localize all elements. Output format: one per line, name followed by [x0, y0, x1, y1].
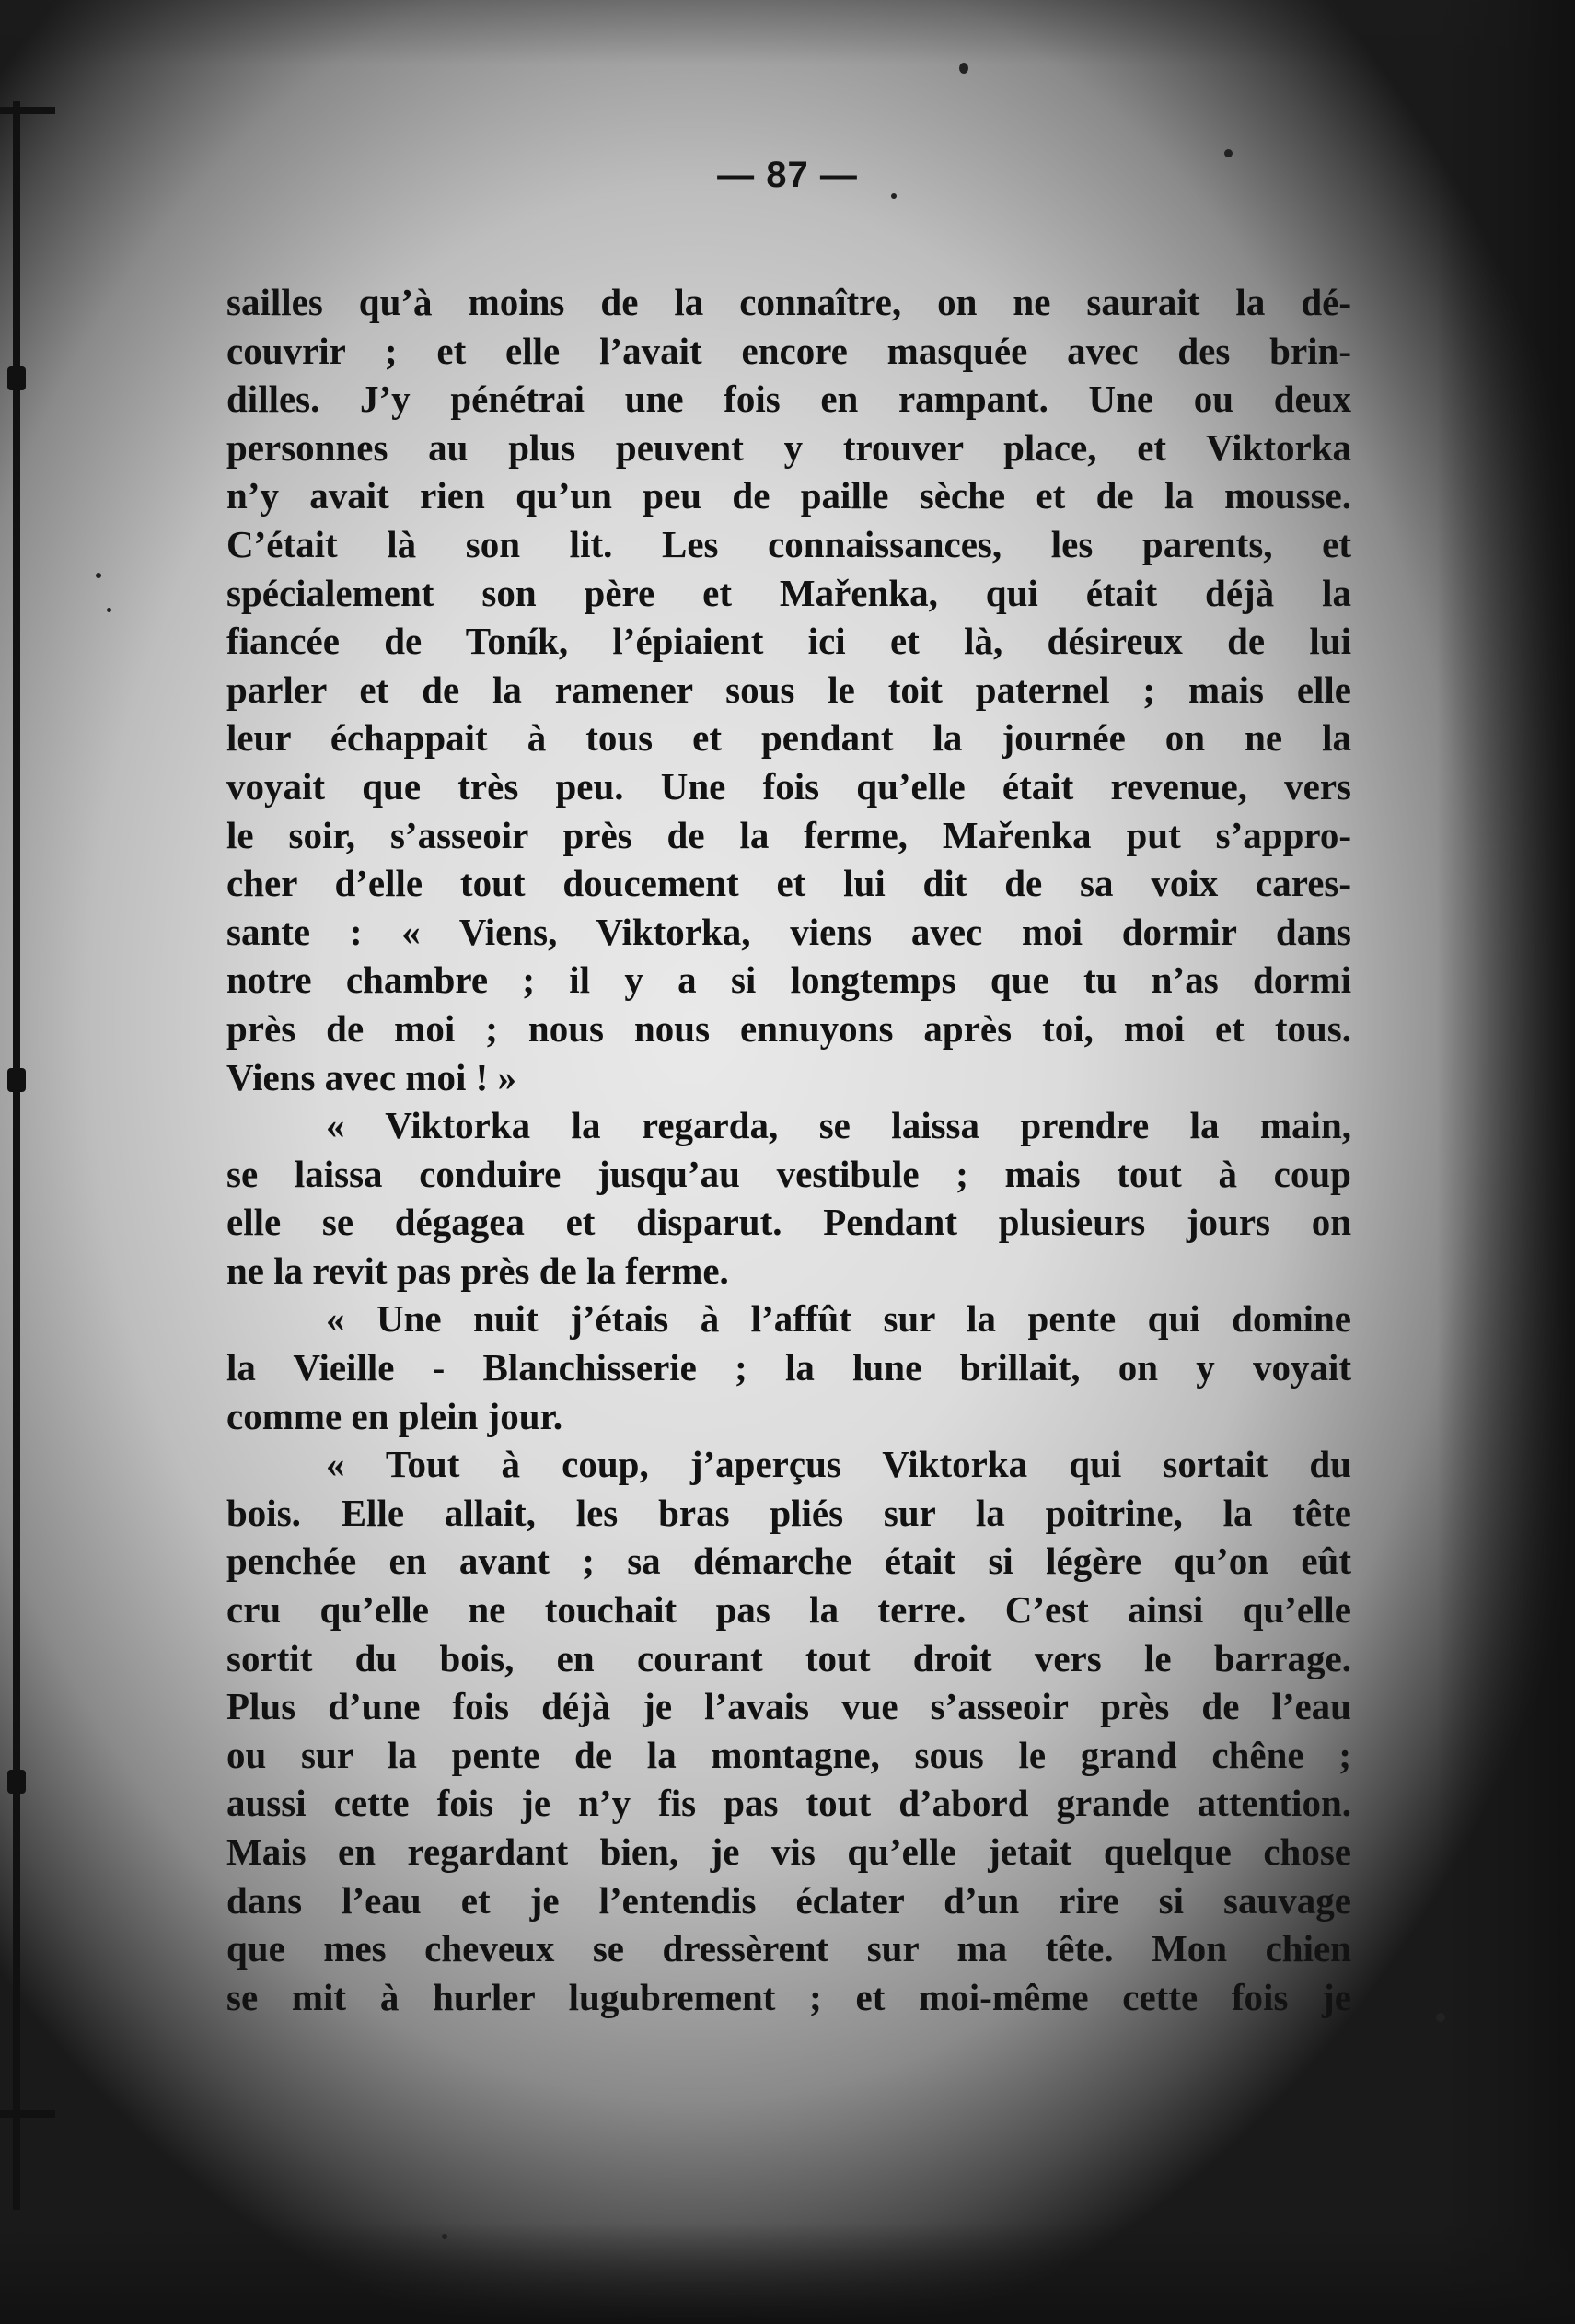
text-line: voyait que très peu. Une fois qu’elle était revenue, vers: [226, 764, 1351, 808]
text-line: Mais en regardant bien, je vis qu’elle jetait quelque chose: [226, 1830, 1351, 1873]
text-line: « Tout à coup, j’aperçus Viktorka qui sortait du: [326, 1443, 1351, 1486]
print-speck: [107, 608, 111, 612]
binding-tick: [0, 2110, 55, 2118]
binding-mark: [7, 366, 26, 390]
text-line: la Vieille - Blanchisserie ; la lune brillait, on y voyait: [226, 1346, 1351, 1389]
text-line: cher d’elle tout doucement et lui dit de sa voix cares-: [226, 862, 1351, 905]
text-line: C’était là son lit. Les connaissances, les parents, et: [226, 522, 1351, 565]
print-speck: [442, 2234, 447, 2239]
text-line: se mit à hurler lugubrement ; et moi-même cette fois je: [226, 1975, 1351, 2018]
text-line: parler et de la ramener sous le toit paternel ; mais elle: [226, 668, 1351, 711]
page-number: — 87 —: [717, 155, 858, 195]
text-line: « Viktorka la regarda, se laissa prendre la main,: [326, 1104, 1351, 1147]
binding-mark: [7, 1770, 26, 1794]
text-line: Viens avec moi ! »: [226, 1055, 517, 1098]
text-line: bois. Elle allait, les bras pliés sur la poitrine, la tête: [226, 1491, 1351, 1534]
bottom-shadow: [0, 2223, 1575, 2324]
text-line: personnes au plus peuvent y trouver place, et Viktorka: [226, 425, 1351, 469]
text-line: ou sur la pente de la montagne, sous le grand chêne ;: [226, 1733, 1351, 1776]
text-line: le soir, s’asseoir près de la ferme, Mařenka put s’appro-: [226, 813, 1351, 856]
text-line: penchée en avant ; sa démarche était si légère qu’on eût: [226, 1540, 1351, 1583]
text-line: couvrir ; et elle l’avait encore masquée avec des brin-: [226, 329, 1351, 372]
text-line: sortit du bois, en courant tout droit vers le barrage.: [226, 1636, 1351, 1679]
text-line: près de moi ; nous nous ennuyons après toi, moi et tous.: [226, 1006, 1351, 1050]
text-line: sailles qu’à moins de la connaître, on ne saurait la dé-: [226, 281, 1351, 323]
print-speck: [1436, 2013, 1445, 2022]
text-line: que mes cheveux se dressèrent sur ma tête. Mon chien: [226, 1927, 1351, 1970]
text-line: « Une nuit j’étais à l’affût sur la pente qui domine: [326, 1297, 1351, 1341]
text-line: ne la revit pas près de la ferme.: [226, 1249, 729, 1292]
binding-mark: [7, 1068, 26, 1092]
text-line: elle se dégagea et disparut. Pendant plusieurs jours on: [226, 1201, 1351, 1244]
text-line: fiancée de Toník, l’épiaient ici et là, désireux de lui: [226, 620, 1351, 663]
text-line: se laissa conduire jusqu’au vestibule ; mais tout à coup: [226, 1152, 1351, 1195]
binding-tick: [0, 107, 55, 114]
text-line: comme en plein jour.: [226, 1394, 563, 1437]
text-line: Plus d’une fois déjà je l’avais vue s’asseoir près de l’eau: [226, 1685, 1351, 1728]
text-line: aussi cette fois je n’y fis pas tout d’abord grande attention.: [226, 1782, 1351, 1825]
print-speck: [96, 573, 101, 578]
text-line: leur échappait à tous et pendant la journée on ne la: [226, 716, 1351, 760]
print-speck: [959, 63, 968, 74]
binding-edge: [13, 101, 20, 2210]
text-line: notre chambre ; il y a si longtemps que tu n’as dormi: [226, 959, 1351, 1002]
text-line: cru qu’elle ne touchait pas la terre. C’est ainsi qu’elle: [226, 1588, 1351, 1632]
right-shadow: [1437, 0, 1575, 2324]
text-line: n’y avait rien qu’un peu de paille sèche et de la mousse.: [226, 474, 1351, 517]
text-line: sante : « Viens, Viktorka, viens avec moi dormir dans: [226, 910, 1351, 953]
text-line: dilles. J’y pénétrai une fois en rampant. Une ou deux: [226, 378, 1351, 421]
text-line: dans l’eau et je l’entendis éclater d’un rire si sauvage: [226, 1878, 1351, 1922]
text-line: spécialement son père et Mařenka, qui était déjà la: [226, 571, 1351, 614]
body-text: [226, 278, 1351, 2021]
top-shadow: [0, 0, 1575, 64]
